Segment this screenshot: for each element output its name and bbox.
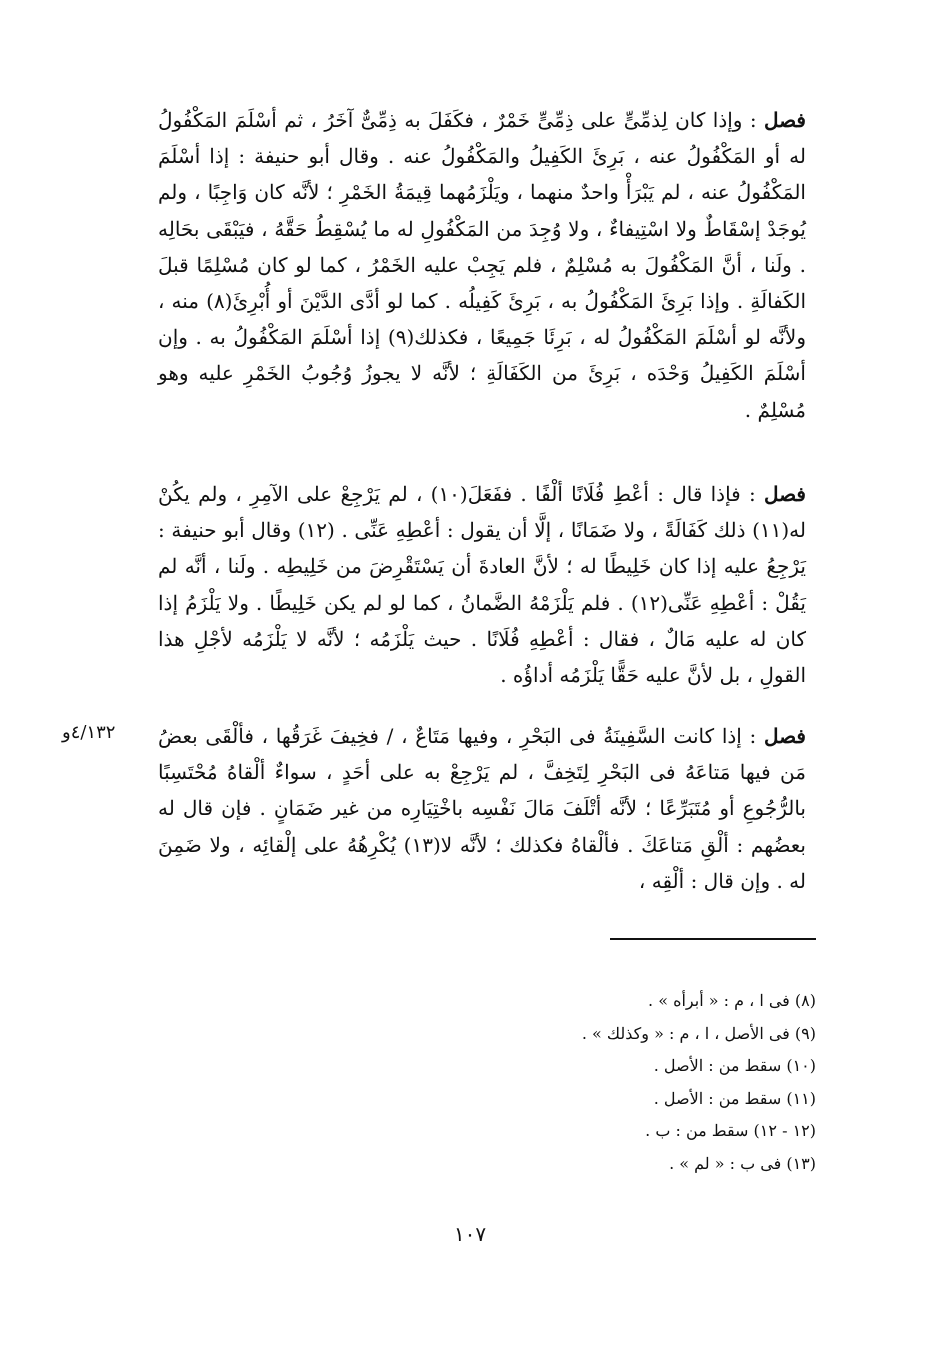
paragraph-2 [158, 476, 806, 693]
margin-folio-note: ٤/١٣٢و [62, 722, 116, 743]
paragraph-text: : فإذا قال : أعْطِ فُلَانًا ألْفًا . ففَعَلَ(١٠) ، لم يَرْجِعْ على الآمِرِ ، ولم يكُنْ له(١١) ذلك كَفَالَةً ، ولا ضَمَانًا ، إلَّا أن يقول : أعْطِهِ عَنِّى . (١٢) وقال أبو حنيفة : يَرْجِعُ عليه إذا كان خَلِيطًا له ؛ لأنَّ العادةَ أن يَسْتَقْرِضَ من خَلِيطِه . ولَنا ، أنَّه لم يَقُلْ : أعْطِهِ عَنِّى(١٢) . فلم يَلْزَمْهُ الضَّمانُ ، كما لو لم يكن خَلِيطًا . ولا يَلْزَمُ إذا كان له عليه مَالٌ ، فقال : أعْطِهِ فُلَانًا . حيث يَلْزَمُه ؛ لأنَّه لا يَلْزَمُه لأجْلِ هذا القولِ ، بل لأنَّ عليه حَقًّا يَلْزَمُه أداؤُه . [158, 482, 806, 688]
section-heading: فصل [763, 482, 806, 506]
footnotes [560, 985, 816, 1180]
footnote: (١٢ - ١٢) سقط من : ب . [645, 1121, 816, 1140]
footnote: (١٣) فى ب : « لم » . [669, 1153, 816, 1173]
footnote: (٨) فى ا ، م : « أبرأه » . [648, 991, 816, 1010]
footnote: (٩) فى الأصل ، ا ، م : « وكذلك » . [581, 1023, 816, 1043]
page-number: ١٠٧ [453, 1222, 487, 1246]
footnote-separator [610, 938, 816, 940]
paragraph-3 [158, 718, 806, 899]
paragraph-1 [158, 102, 806, 428]
footnote: (١٠) سقط من : الأصل . [653, 1056, 816, 1075]
paragraph-text: : وإذا كان لِذمِّىٍّ على ذِمِّىٍّ خَمْرٌ ، فكَفَلَ به ذِمِّىٌّ آخَرُ ، ثم أسْلَمَ المَكْفُولُ له أو المَكْفُولُ عنه ، بَرِئَ الكَفِيلُ والمَكْفُولُ عنه . وقال أبو حنيفة : إذا أسْلَمَ المَكْفُولُ عنه ، لم يَبْرَأْ واحدٌ منهما ، ويَلْزَمُهما قِيمَةُ الخَمْرِ ؛ لأنَّه كان وَاجِبًا ، ولم يُوجَدْ إسْقَاطٌ ولا اسْتِيفاءٌ ، ولا وُجِدَ من المَكْفُولِ له ما يُسْقِطُ حَقَّهُ ، فيَبْقَى بحَالِه . ولَنا ، أنَّ المَكْفُولَ به مُسْلِمٌ ، فلم يَجِبْ عليه الخَمْرُ ، كما لو كان مُسْلِمًا قبلَ الكَفالَةِ . وإذا بَرِئَ المَكْفُولُ به ، بَرِئَ كَفِيلُه . كما لو أدَّى الدَّيْنَ أو أُبْرِئَ(٨) منه ، ولأنَّه لو أسْلَمَ المَكْفُولُ له ، بَرِئَا جَمِيعًا ، فكذلك(٩) إذا أسْلَمَ المَكْفُولُ به . وإن أسْلَمَ الكَفِيلُ وَحْدَه ، بَرِئَ من الكَفَالَةِ ؛ لأنَّه لا يجوزُ وُجُوبُ الخَمْرِ عليه وهو مُسْلِمٌ . [158, 108, 806, 422]
section-heading: فصل [763, 108, 806, 132]
footnote: (١١) سقط من : الأصل . [653, 1088, 816, 1108]
section-heading: فصل [763, 724, 806, 748]
paragraph-text: : إذا كانت السَّفِينَةُ فى البَحْرِ ، وفيها مَتَاعٌ ، / فخِيفَ غَرَقُها ، فألْقَى بعضُ مَن فيها مَتاعَهُ فى البَحْرِ لِتَخِفَّ ، لم يَرْجِعْ به على أحَدٍ ، سواءٌ ألْقاهُ مُحْتَسِبًا بالرُّجُوعِ أو مُتَبَرِّعًا ؛ لأنَّه أتْلَفَ مَالَ نَفْسِه باخْتِيَارِه من غير ضَمَانٍ . فإن قال له بعضُهم : ألْقِ مَتاعَكَ . فألْقاهُ فكذلك ؛ لأنَّه لا(١٣) يُكْرِهُهُ على إلْقائِه ، ولا ضَمِنَ له . وإن قال : ألْقِه ، [158, 724, 806, 893]
